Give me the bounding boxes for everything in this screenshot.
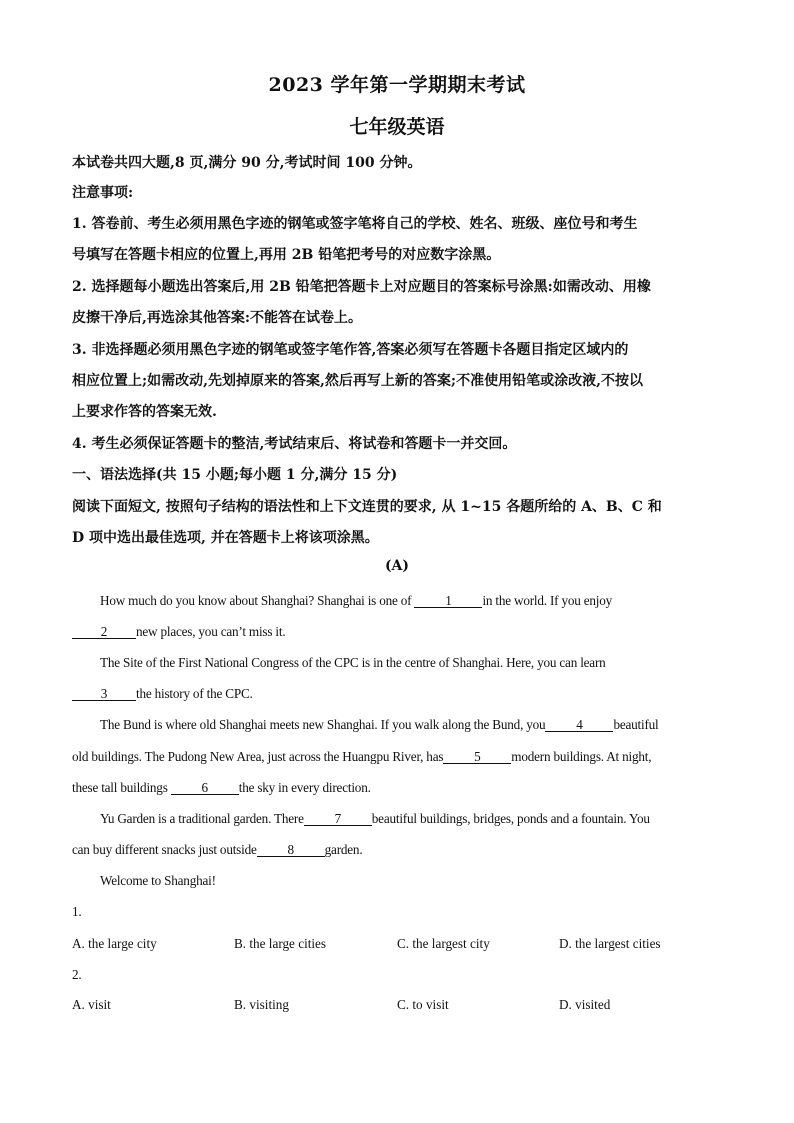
option-c[interactable]: C. the largest city	[397, 936, 490, 951]
passage-text: The Bund is where old Shanghai meets new Shanghai. If you walk along the Bund, you	[100, 717, 546, 732]
passage-text: beautiful buildings, bridges, ponds and a fountain. You	[371, 811, 650, 826]
blank-1: 1	[414, 594, 482, 608]
passage-text: beautiful	[613, 717, 659, 732]
passage-text: in the world. If you enjoy	[482, 593, 613, 608]
passage-text: can buy different snacks just outside	[72, 842, 257, 857]
passage-line	[100, 593, 612, 609]
question-number: 2.	[72, 967, 82, 982]
passage-text: modern buildings. At night,	[511, 749, 652, 764]
note-1-line-1: 1. 答卷前、考生必须用黑色字迹的钢笔或签字笔将自己的学校、姓名、班级、座位号和考生	[72, 216, 638, 232]
option-a[interactable]: A. the large city	[72, 936, 157, 951]
exam-title: 2023 学年第一学期期末考试	[268, 74, 526, 96]
exam-subtitle: 七年级英语	[349, 116, 445, 138]
passage-line	[72, 842, 362, 858]
passage-line	[72, 749, 651, 765]
passage-line	[72, 624, 285, 640]
passage-text: Yu Garden is a traditional garden. There	[100, 811, 304, 826]
section-1-instruction-line-1: 阅读下面短文, 按照句子结构的语法性和上下文连贯的要求, 从 1~15 各题所给的 A、B、C 和	[72, 499, 662, 515]
note-1-line-2: 号填写在答题卡相应的位置上,再用 2B 铅笔把考号的对应数字涂黑。	[72, 247, 501, 263]
note-3-line-1: 3. 非选择题必须用黑色字迹的钢笔或签字笔作答,答案必须写在答题卡各题目指定区域内的	[72, 342, 629, 358]
passage-text: the sky in every direction.	[238, 780, 371, 795]
blank-5: 5	[443, 750, 511, 764]
blank-4: 4	[545, 718, 613, 732]
passage-text: How much do you know about Shanghai? Shanghai is one of	[100, 593, 412, 608]
note-2-line-1: 2. 选择题每小题选出答案后,用 2B 铅笔把答题卡上对应题目的答案标号涂黑:如需改动、用橡	[72, 279, 651, 295]
passage-text: the history of the CPC.	[136, 686, 253, 701]
section-1-instruction-line-2: D 项中选出最佳选项, 并在答题卡上将该项涂黑。	[72, 530, 379, 546]
blank-7: 7	[304, 812, 372, 826]
option-a[interactable]: A. visit	[72, 997, 111, 1012]
passage-line	[100, 717, 659, 733]
passage-text: these tall buildings	[72, 780, 168, 795]
passage-line	[100, 811, 650, 827]
blank-2: 2	[72, 625, 136, 639]
note-3-line-2: 相应位置上;如需改动,先划掉原来的答案,然后再写上新的答案;不准使用铅笔或涂改液,不按以	[72, 373, 643, 389]
passage-text: garden.	[324, 842, 363, 857]
blank-8: 8	[257, 843, 325, 857]
option-b[interactable]: B. the large cities	[234, 936, 327, 951]
exam-info: 本试卷共四大题,8 页,满分 90 分,考试时间 100 分钟。	[72, 155, 422, 171]
passage-line	[72, 686, 253, 702]
question-number: 1.	[72, 904, 82, 919]
passage-text: old buildings. The Pudong New Area, just across the Huangpu River, has	[72, 749, 444, 764]
note-4: 4. 考生必须保证答题卡的整洁,考试结束后、将试卷和答题卡一并交回。	[72, 436, 517, 452]
blank-3: 3	[72, 687, 136, 701]
note-3-line-3: 上要求作答的答案无效.	[72, 404, 217, 420]
passage-text: The Site of the First National Congress of the CPC is in the centre of Shanghai. Here, you can learn	[100, 655, 606, 670]
passage-closing: Welcome to Shanghai!	[100, 873, 216, 888]
part-label: (A)	[384, 558, 410, 574]
option-b[interactable]: B. visiting	[234, 997, 289, 1012]
passage-line	[72, 780, 371, 796]
note-2-line-2: 皮擦干净后,再选涂其他答案:不能答在试卷上。	[72, 310, 363, 326]
option-d[interactable]: D. the largest cities	[559, 936, 661, 951]
blank-6: 6	[171, 781, 239, 795]
option-d[interactable]: D. visited	[559, 997, 611, 1012]
passage-text: new places, you can’t miss it.	[136, 624, 286, 639]
passage-line	[100, 655, 606, 671]
notes-heading: 注意事项:	[72, 185, 134, 201]
section-1-heading: 一、语法选择(共 15 小题;每小题 1 分,满分 15 分)	[72, 467, 398, 483]
option-c[interactable]: C. to visit	[397, 997, 449, 1012]
